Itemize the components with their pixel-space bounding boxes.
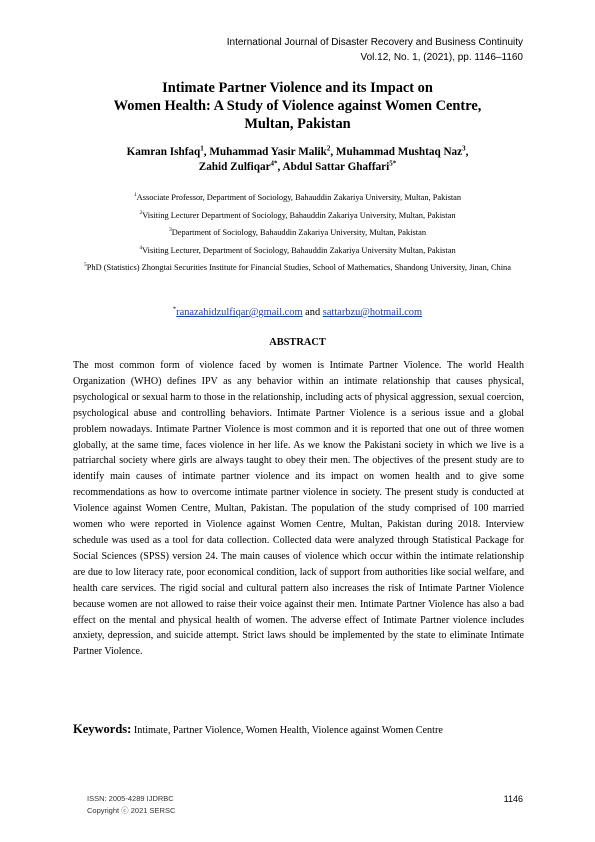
affiliation-sup: 3 <box>168 227 172 234</box>
affiliation-sup: 2 <box>139 209 143 216</box>
email-link-1[interactable]: ranazahidzulfiqar@gmail.com <box>176 307 303 318</box>
author-name: Kamran Ishfaq <box>126 146 201 158</box>
affiliation-text: Visiting Lecturer Department of Sociology, Bahauddin Zakariya University, Multan, Pakistan <box>142 210 456 220</box>
title-line-3: Multan, Pakistan <box>244 116 351 132</box>
abstract-body: The most common form of violence faced by women is Intimate Partner Violence. The world Health Organization (WHO) defines IPV as any behavior within an intimate relationship that causes physical, psychological or sexual harm to those in the relationship, including acts of physical aggression, sexual coercion, psychological abuse and controlling behaviors. Intimate Partner Violence is a serious issue and a global problem nowadays. Intimate Partner Violence is most common and it is reported that one out of three women globally, at the same time, faces violence in her life. As we know the Pakistani society in which we live is a patriarchal society where girls are always taught to obey their men. The objectives of the present study are to identify main causes of intimate partner violence and its impact on women health and to give some recommendations as how to overcome intimate partner violence in society. The present study is conducted at Violence against Women Centre, Multan, Pakistan. The population of the study comprised of 100 married women who were reported in Violence against Women Centre, Multan, Pakistan during 2018. Interview schedule was used as a tool for data collection. Collected data were analyzed through Statistical Package for Social Sciences (SPSS) version 24. The main causes of violence which occur within the intimate relationship are due to low literacy rate, poor economical condition, lack of support from authorities like social welfare, and health care services. The rigid social and cultural pattern also increases the risk of Intimate Partner Violence because women are not allowed to raise their voice against their men. Intimate Partner Violence has also a bad effect on the mental and physical health of women. The adverse effect of Intimate Partner violence includes anxiety, depression, and suicide attempt. Strict laws should be implemented by the state to eliminate Intimate Partner Violence. <box>73 360 524 658</box>
affiliation <box>70 262 525 275</box>
paper-title <box>70 79 525 133</box>
affiliation-sup: 5 <box>84 262 87 269</box>
issn-text: ISSN: 2005-4289 IJDRBC <box>87 794 174 803</box>
affiliation-text: Visiting Lecturer, Department of Sociology, Bahauddin Zakariya University Multan, Pakistan <box>142 245 456 255</box>
page-number: 1146 <box>503 794 523 804</box>
journal-header <box>227 35 523 65</box>
author-sup: 5* <box>389 159 397 168</box>
affiliation <box>70 227 525 240</box>
copyright-text: Copyright ⓒ 2021 SERSC <box>87 806 176 815</box>
corresponding-marker: * <box>172 305 177 313</box>
author-sup: 3 <box>462 144 466 153</box>
keywords-text: Intimate, Partner Violence, Women Health, Violence against Women Centre <box>133 725 443 736</box>
affiliation-text: Associate Professor, Department of Sociology, Bahauddin Zakariya University, Multan, Pakistan <box>136 193 462 202</box>
author-sup: 2 <box>326 144 331 153</box>
author-name: Abdul Sattar Ghaffari <box>282 161 390 173</box>
keywords-line <box>73 722 528 738</box>
keywords-label: Keywords: <box>73 722 132 736</box>
author-separator: , <box>277 161 283 173</box>
abstract-heading: ABSTRACT <box>269 337 326 348</box>
journal-name: International Journal of Disaster Recovery and Business Continuity <box>226 37 523 48</box>
volume-info: Vol.12, No. 1, (2021), pp. 1146–1160 <box>360 52 523 63</box>
author-separator: , <box>465 146 469 158</box>
author-sup: 1 <box>200 144 204 153</box>
affiliation <box>70 192 525 205</box>
author-separator: , <box>330 146 336 158</box>
author-name: Muhammad Yasir Malik <box>209 146 327 158</box>
affiliation <box>70 245 525 258</box>
author-name: Zahid Zulfiqar <box>198 161 271 173</box>
author-separator: , <box>203 146 210 158</box>
author-list <box>70 145 525 175</box>
affiliation-sup: 1 <box>133 192 137 199</box>
affiliation-sup: 4 <box>139 244 143 251</box>
contact-emails <box>70 306 525 320</box>
email-link-2[interactable]: sattarbzu@hotmail.com <box>322 307 423 318</box>
title-line-2: Women Health: A Study of Violence against Women Centre, <box>113 98 482 114</box>
affiliation-text: PhD (Statistics) Zhongtai Securities Institute for Financial Studies, School of Mathematics, Shandong University, Jinan, China <box>86 263 511 272</box>
email-joiner: and <box>302 307 323 318</box>
author-name: Muhammad Mushtaq Naz <box>335 146 463 158</box>
footer-info <box>87 793 175 817</box>
affiliation-text: Department of Sociology, Bahauddin Zakariya University, Multan, Pakistan <box>171 228 427 237</box>
affiliations <box>70 192 525 280</box>
author-sup: 4* <box>270 159 278 168</box>
affiliation <box>70 210 525 223</box>
title-line-1: Intimate Partner Violence and its Impact on <box>162 80 433 96</box>
